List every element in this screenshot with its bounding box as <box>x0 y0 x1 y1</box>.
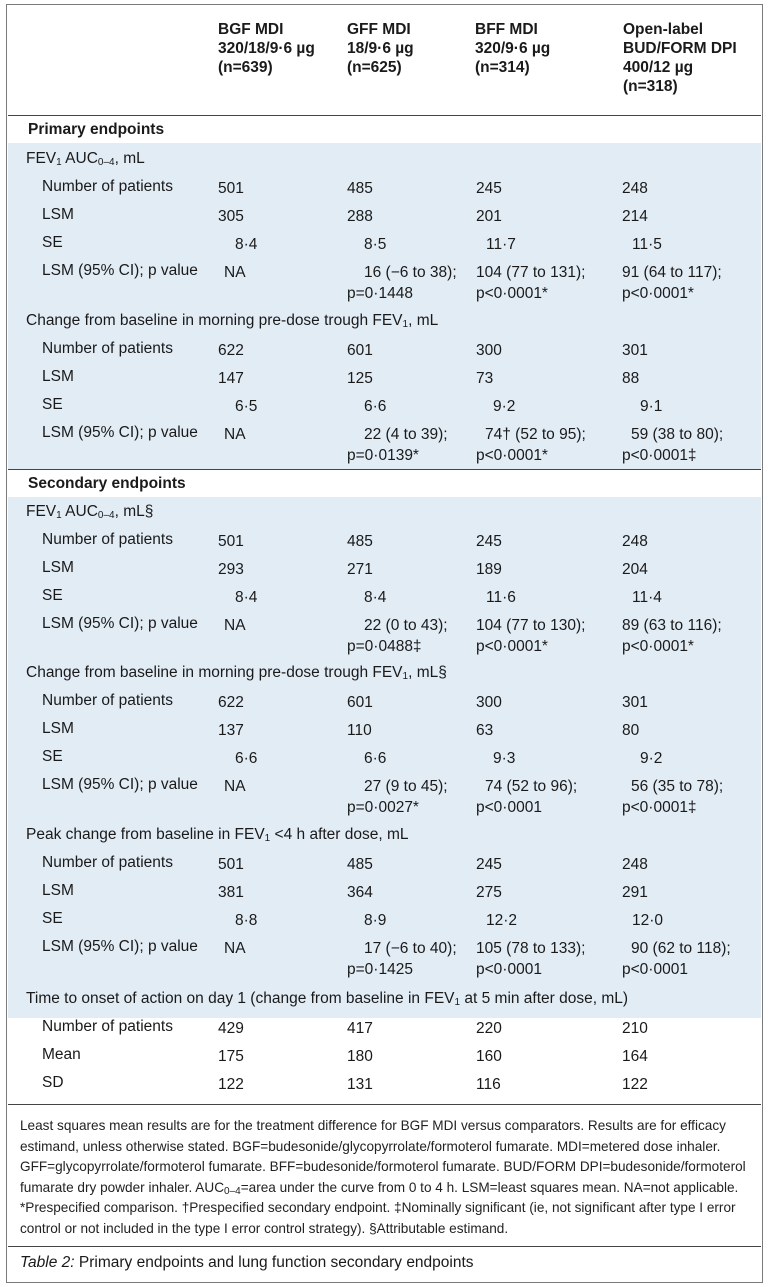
cell: 125 <box>347 370 373 387</box>
cell: 305 <box>218 208 244 225</box>
cell-lsm-ci: 89 (63 to 116); p<0·0001* <box>622 617 722 655</box>
row-label: SE <box>42 587 63 604</box>
cell: 189 <box>476 561 502 578</box>
cell: 204 <box>622 561 648 578</box>
cell-lsm-ci: 17 (−6 to 40); p=0·1425 <box>347 940 457 978</box>
cell: 116 <box>476 1076 501 1093</box>
caption-text <box>20 1254 474 1272</box>
cell: 137 <box>218 722 244 739</box>
row-label: LSM <box>42 559 74 576</box>
cell: NA <box>224 617 246 634</box>
cell: 110 <box>347 722 372 739</box>
cell: 501 <box>218 856 244 873</box>
row-label: LSM (95% CI); p value <box>42 776 198 793</box>
row-label: LSM <box>42 206 74 223</box>
cell: 12·0 <box>632 912 664 929</box>
col-label: (n=314) <box>475 59 530 76</box>
cell: 248 <box>622 856 648 873</box>
cell: 245 <box>476 180 502 197</box>
cell: 88 <box>622 370 640 387</box>
row-label: LSM <box>42 720 74 737</box>
col-label: 400/12 µg <box>623 59 694 76</box>
row-label: LSM (95% CI); p value <box>42 424 198 441</box>
cell: 80 <box>622 722 640 739</box>
row-label: Number of patients <box>42 854 173 871</box>
cell-lsm-ci: 105 (78 to 133); p<0·0001 <box>476 940 586 978</box>
row-label: SE <box>42 910 63 927</box>
cell: 180 <box>347 1048 373 1065</box>
caption-label: Table 2: <box>20 1254 75 1271</box>
cell: 501 <box>218 533 244 550</box>
column-header-bff <box>475 20 550 77</box>
row-label: Mean <box>42 1046 81 1063</box>
cell: 248 <box>622 533 648 550</box>
section-primary-endpoints <box>8 115 761 142</box>
cell-lsm-ci: 104 (77 to 131); p<0·0001* <box>476 264 586 302</box>
section-secondary-endpoints <box>8 469 761 496</box>
cell: 8·4 <box>235 236 258 253</box>
cell: 291 <box>622 884 648 901</box>
cell-lsm-ci: 22 (4 to 39); p=0·0139* <box>347 426 448 464</box>
row-label: LSM (95% CI); p value <box>42 615 198 632</box>
footnote-text: Least squares mean results are for the treatment difference for BGF MDI versus comparators. Results are for efficacy estimand, unless otherwise stated. BGF=budesonide/glycopyrrolate/formoterol fumarate. MDI=metered dose inhaler. GFF=glycopyrrolate/formoterol fumarate. BFF=budesonide/formoterol fumarate. BUD/FORM DPI=budesonide/formoterol fumarate dry powder inhaler. $AUC_{0-4}=area$ under the curve from 0 to 4 h. LSM=least squares mean. NA=not applicable. *Prespecified comparison. †Prespecified secondary endpoint. ‡Nominally significant (ie, not significant after type I error control or not included in the type I error control strategy). §Attributable estimand. <box>20 1118 746 1236</box>
cell: 6·6 <box>364 750 387 767</box>
col-label: BGF MDI <box>218 21 284 38</box>
col-label: BUD/FORM DPI <box>623 40 737 57</box>
col-label: GFF MDI <box>347 21 411 38</box>
cell: 245 <box>476 533 502 550</box>
group-title-trough-fev1-attributable: Change from baseline in morning pre-dose trough $FEV_1$, mL§ <box>26 664 447 682</box>
cell: 301 <box>622 342 648 359</box>
cell: 175 <box>218 1048 244 1065</box>
cell: 8·4 <box>364 589 387 606</box>
group-title-onset-of-action: Time to onset of action on day 1 (change from baseline in $FEV_1$ at 5 min after dose, mL) <box>26 990 629 1008</box>
cell: 8·5 <box>364 236 387 253</box>
row-label: LSM <box>42 368 74 385</box>
group-title-fev1-auc: $FEV_1$ $AUC_{0-4}$, mL <box>26 150 145 168</box>
cell: 8·8 <box>235 912 258 929</box>
cell: 9·2 <box>640 750 663 767</box>
cell-lsm-ci: 56 (35 to 78); p<0·0001‡ <box>622 778 724 816</box>
cell: 8·4 <box>235 589 258 606</box>
cell: 300 <box>476 342 502 359</box>
cell: 201 <box>476 208 502 225</box>
cell: 11·4 <box>632 589 662 606</box>
group-title-fev1-auc-attributable: $FEV_1$ $AUC_{0-4}$, mL§ <box>26 503 154 521</box>
row-label: Number of patients <box>42 692 173 709</box>
cell: 220 <box>476 1020 502 1037</box>
cell: 9·2 <box>493 398 516 415</box>
cell-lsm-ci: 91 (64 to 117); p<0·0001* <box>622 264 722 302</box>
cell: 214 <box>622 208 648 225</box>
col-label: (n=639) <box>218 59 273 76</box>
cell: 248 <box>622 180 648 197</box>
col-label: (n=625) <box>347 59 402 76</box>
cell: 293 <box>218 561 244 578</box>
cell-lsm-ci: 16 (−6 to 38); p=0·1448 <box>347 264 457 302</box>
cell-lsm-ci: 22 (0 to 43); p=0·0488‡ <box>347 617 448 655</box>
cell: 300 <box>476 694 502 711</box>
cell: 601 <box>347 694 373 711</box>
cell-lsm-ci: 59 (38 to 80); p<0·0001‡ <box>622 426 724 464</box>
col-label: BFF MDI <box>475 21 538 38</box>
cell-lsm-ci: 104 (77 to 130); p<0·0001* <box>476 617 586 655</box>
cell: 6·6 <box>235 750 258 767</box>
table-caption <box>8 1246 761 1282</box>
row-label: LSM (95% CI); p value <box>42 262 198 279</box>
row-label: SD <box>42 1074 64 1091</box>
cell: NA <box>224 426 246 443</box>
cell: 485 <box>347 856 373 873</box>
cell: 63 <box>476 722 494 739</box>
section-title: Secondary endpoints <box>28 475 186 492</box>
cell: 11·7 <box>486 236 516 253</box>
cell: 147 <box>218 370 244 387</box>
cell: 288 <box>347 208 373 225</box>
column-header-bgf <box>218 20 315 77</box>
cell-lsm-ci: 27 (9 to 45); p=0·0027* <box>347 778 448 816</box>
cell: 210 <box>622 1020 648 1037</box>
cell: NA <box>224 264 246 281</box>
caption-title: Primary endpoints and lung function secondary endpoints <box>74 1254 474 1271</box>
cell: 301 <box>622 694 648 711</box>
cell: 6·5 <box>235 398 258 415</box>
group-title-trough-fev1: Change from baseline in morning pre-dose trough $FEV_1$, mL <box>26 312 439 330</box>
cell: 622 <box>218 342 244 359</box>
row-label: Number of patients <box>42 1018 173 1035</box>
cell: 73 <box>476 370 494 387</box>
col-label: 320/18/9·6 µg <box>218 40 315 57</box>
row-label: SE <box>42 234 63 251</box>
cell: 164 <box>622 1048 648 1065</box>
row-label: SE <box>42 748 63 765</box>
cell: 381 <box>218 884 244 901</box>
row-label: SE <box>42 396 63 413</box>
row-label: Number of patients <box>42 531 173 548</box>
cell: 11·6 <box>486 589 516 606</box>
row-label: Number of patients <box>42 178 173 195</box>
group-title-peak-fev1: Peak change from baseline in $FEV_1 <4$ h after dose, mL <box>26 826 409 844</box>
table-footnote <box>8 1104 761 1245</box>
cell: 11·5 <box>632 236 662 253</box>
cell: 622 <box>218 694 244 711</box>
cell: 9·3 <box>493 750 516 767</box>
cell: 501 <box>218 180 244 197</box>
cell-lsm-ci: 90 (62 to 118); p<0·0001 <box>622 940 731 978</box>
col-label: Open-label <box>623 21 704 38</box>
cell: 271 <box>347 561 373 578</box>
cell: 6·6 <box>364 398 387 415</box>
cell: 364 <box>347 884 373 901</box>
cell: 122 <box>218 1076 244 1093</box>
col-label: (n=318) <box>623 78 678 95</box>
row-label: Number of patients <box>42 340 173 357</box>
cell-lsm-ci: 74† (52 to 95); p<0·0001* <box>476 426 586 464</box>
cell: NA <box>224 778 246 795</box>
column-header-gff <box>347 20 414 77</box>
cell: 429 <box>218 1020 244 1037</box>
col-label: 320/9·6 µg <box>475 40 551 57</box>
cell: 275 <box>476 884 502 901</box>
cell: NA <box>224 940 246 957</box>
cell: 8·9 <box>364 912 387 929</box>
cell: 485 <box>347 533 373 550</box>
cell: 122 <box>622 1076 648 1093</box>
row-label: LSM <box>42 882 74 899</box>
column-header-budform <box>623 20 737 96</box>
cell: 485 <box>347 180 373 197</box>
section-title: Primary endpoints <box>28 121 165 138</box>
cell-lsm-ci: 74 (52 to 96); p<0·0001 <box>476 778 578 816</box>
cell: 9·1 <box>640 398 663 415</box>
cell: 12·2 <box>486 912 518 929</box>
cell: 160 <box>476 1048 502 1065</box>
table-header <box>8 6 761 115</box>
col-label: 18/9·6 µg <box>347 40 414 57</box>
cell: 417 <box>347 1020 373 1037</box>
cell: 131 <box>347 1076 373 1093</box>
row-label: LSM (95% CI); p value <box>42 938 198 955</box>
cell: 245 <box>476 856 502 873</box>
cell: 601 <box>347 342 373 359</box>
